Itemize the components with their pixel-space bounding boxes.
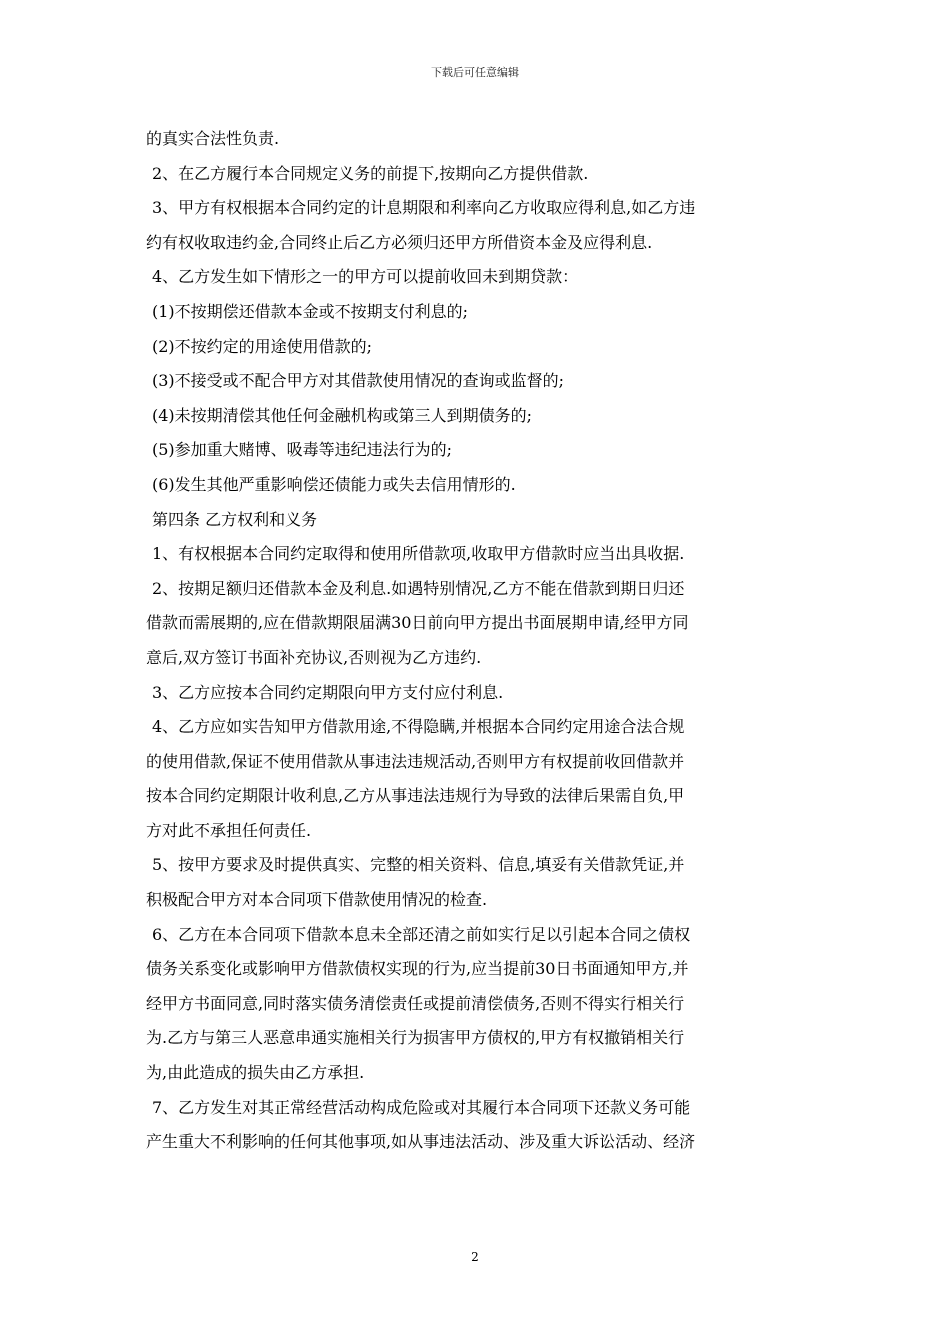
document-body	[146, 122, 806, 1160]
page-header: 下载后可任意编辑	[431, 66, 519, 79]
text-line: 的使用借款,保证不使用借款从事违法违规活动,否则甲方有权提前收回借款并	[146, 751, 685, 771]
text-line: (5)参加重大赌博、吸毒等违纪违法行为的;	[152, 440, 453, 460]
text-line: 借款而需展期的,应在借款期限届满30日前向甲方提出书面展期申请,经甲方同	[146, 613, 689, 633]
text-line: 方对此不承担任何责任.	[146, 820, 312, 840]
text-line: 产生重大不利影响的任何其他事项,如从事违法活动、涉及重大诉讼活动、经济	[146, 1132, 696, 1152]
page-number: 2	[471, 1250, 479, 1264]
text-line: 3、甲方有权根据本合同约定的计息期限和利率向乙方收取应得利息,如乙方违	[152, 198, 696, 218]
text-line: (1)不按期偿还借款本金或不按期支付利息的;	[152, 301, 469, 321]
text-line: (4)未按期清偿其他任何金融机构或第三人到期债务的;	[152, 405, 533, 425]
text-line: 的真实合法性负责.	[146, 129, 280, 148]
text-line: 5、按甲方要求及时提供真实、完整的相关资料、信息,填妥有关借款凭证,并	[152, 855, 685, 875]
text-line: 为,由此造成的损失由乙方承担.	[146, 1063, 365, 1083]
text-line: 3、乙方应按本合同约定期限向甲方支付应付利息.	[152, 682, 504, 702]
text-line: 4、乙方应如实告知甲方借款用途,不得隐瞒,并根据本合同约定用途合法合规	[152, 717, 685, 737]
text-line: 第四条 乙方权利和义务	[152, 509, 318, 529]
text-line: (3)不接受或不配合甲方对其借款使用情况的查询或监督的;	[152, 371, 565, 391]
text-line: 1、有权根据本合同约定取得和使用所借款项,收取甲方借款时应当出具收据.	[152, 544, 685, 564]
text-line: 按本合同约定期限计收利息,乙方从事违法违规行为导致的法律后果需自负,甲	[146, 786, 685, 806]
text-line: (2)不按约定的用途使用借款的;	[152, 336, 373, 356]
text-line: 债务关系变化或影响甲方借款债权实现的行为,应当提前30日书面通知甲方,并	[146, 959, 689, 979]
text-line: 意后,双方签订书面补充协议,否则视为乙方违约.	[146, 647, 482, 667]
text-line: 2、在乙方履行本合同规定义务的前提下,按期向乙方提供借款.	[152, 163, 589, 183]
text-line: 2、按期足额归还借款本金及利息.如遇特别情况,乙方不能在借款到期日归还	[152, 578, 685, 598]
text-line: 6、乙方在本合同项下借款本息未全部还清之前如实行足以引起本合同之债权	[152, 924, 691, 944]
text-line: (6)发生其他严重影响偿还债能力或失去信用情形的.	[152, 474, 516, 494]
text-line: 为.乙方与第三人恶意串通实施相关行为损害甲方债权的,甲方有权撤销相关行	[146, 1028, 685, 1048]
text-line: 积极配合甲方对本合同项下借款使用情况的检查.	[146, 890, 488, 910]
text-line: 约有权收取违约金,合同终止后乙方必须归还甲方所借资本金及应得利息.	[146, 232, 653, 252]
text-line: 7、乙方发生对其正常经营活动构成危险或对其履行本合同项下还款义务可能	[152, 1097, 691, 1117]
text-line: 经甲方书面同意,同时落实债务清偿责任或提前清偿债务,否则不得实行相关行	[146, 993, 685, 1013]
text-line: 4、乙方发生如下情形之一的甲方可以提前收回未到期贷款：	[152, 267, 579, 287]
